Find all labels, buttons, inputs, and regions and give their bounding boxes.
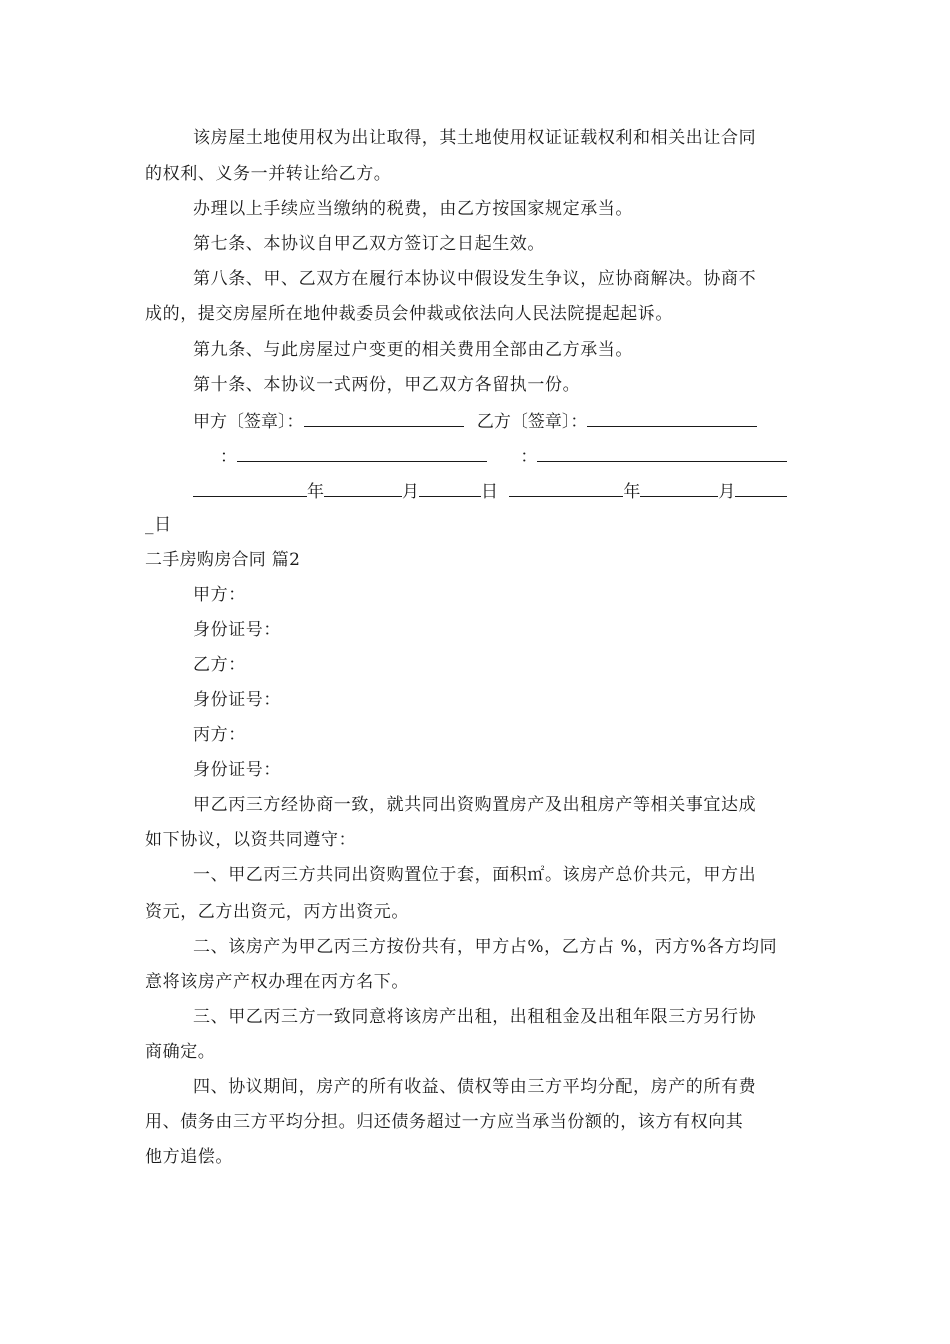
paragraph-line: 第八条、甲、乙双方在履行本协议中假设发生争议，应协商解决。协商不 xyxy=(193,269,757,289)
paragraph-line: 第九条、与此房屋过户变更的相关费用全部由乙方承当。 xyxy=(193,340,633,360)
party-a-field: 甲方： xyxy=(193,585,246,605)
party-b-signature-blank[interactable] xyxy=(587,409,757,427)
date-row xyxy=(193,479,787,503)
party-b-day-blank[interactable] xyxy=(735,479,787,497)
day-label: 日 xyxy=(481,482,498,502)
party-b-month-blank[interactable] xyxy=(640,479,718,497)
paragraph-line: 意将该房产产权办理在丙方名下。 xyxy=(145,972,409,992)
party-b-field-blank[interactable] xyxy=(537,444,787,462)
day-wrap-line: _日 xyxy=(145,515,172,535)
party-b-year-blank[interactable] xyxy=(509,479,623,497)
year-label: 年 xyxy=(623,482,641,502)
party-a-id-field: 身份证号： xyxy=(193,620,281,640)
signature-row xyxy=(193,409,757,433)
paragraph-line: 该房屋土地使用权为出让取得，其土地使用权证证载权利和相关出让合同 xyxy=(193,128,757,148)
paragraph-line: 他方追偿。 xyxy=(145,1147,233,1167)
paragraph-line: 用、债务由三方平均分担。归还债务超过一方应当承当份额的，该方有权向其 xyxy=(145,1112,744,1132)
party-a-day-blank[interactable] xyxy=(419,479,481,497)
paragraph-line: 甲乙丙三方经协商一致，就共同出资购置房产及出租房产等相关事宜达成 xyxy=(193,795,757,815)
party-b-id-field: 身份证号： xyxy=(193,690,281,710)
month-label: 月 xyxy=(402,482,419,502)
paragraph-line: 第十条、本协议一式两份，甲乙双方各留执一份。 xyxy=(193,375,581,395)
colon-label-a: ： xyxy=(220,447,237,467)
colon-field-row xyxy=(220,444,787,468)
party-a-signature-blank[interactable] xyxy=(304,409,464,427)
party-a-year-blank[interactable] xyxy=(193,479,307,497)
colon-label-b: ： xyxy=(520,447,538,467)
paragraph-line: 商确定。 xyxy=(145,1042,216,1062)
month-label: 月 xyxy=(718,482,736,502)
paragraph-line: 三、甲乙丙三方一致同意将该房产出租，出租租金及出租年限三方另行协 xyxy=(193,1007,757,1027)
party-a-month-blank[interactable] xyxy=(324,479,402,497)
paragraph-line: 如下协议，以资共同遵守： xyxy=(145,830,357,850)
party-b-field: 乙方： xyxy=(193,655,246,675)
party-a-signature-label: 甲方〔签章〕： xyxy=(193,412,304,432)
party-a-field-blank[interactable] xyxy=(237,444,487,462)
paragraph-line: 成的，提交房屋所在地仲裁委员会仲裁或依法向人民法院提起起诉。 xyxy=(145,304,673,324)
section-title: 二手房购房合同 篇2 xyxy=(145,550,301,570)
party-c-id-field: 身份证号： xyxy=(193,760,281,780)
party-b-signature-label: 乙方〔签章〕： xyxy=(476,412,588,432)
paragraph-line: 四、协议期间，房产的所有收益、债权等由三方平均分配，房产的所有费 xyxy=(193,1077,757,1097)
paragraph-line: 的权利、义务一并转让给乙方。 xyxy=(145,164,392,184)
paragraph-line: 二、该房产为甲乙丙三方按份共有，甲方占%，乙方占 %，丙方%各方均同 xyxy=(193,937,778,957)
paragraph-line: 一、甲乙丙三方共同出资购置位于套，面积㎡。该房产总价共元，甲方出 xyxy=(193,865,757,885)
party-c-field: 丙方： xyxy=(193,725,246,745)
paragraph-line: 办理以上手续应当缴纳的税费，由乙方按国家规定承当。 xyxy=(193,199,633,219)
year-label: 年 xyxy=(307,482,324,502)
paragraph-line: 第七条、本协议自甲乙双方签订之日起生效。 xyxy=(193,234,545,254)
paragraph-line: 资元，乙方出资元，丙方出资元。 xyxy=(145,902,409,922)
